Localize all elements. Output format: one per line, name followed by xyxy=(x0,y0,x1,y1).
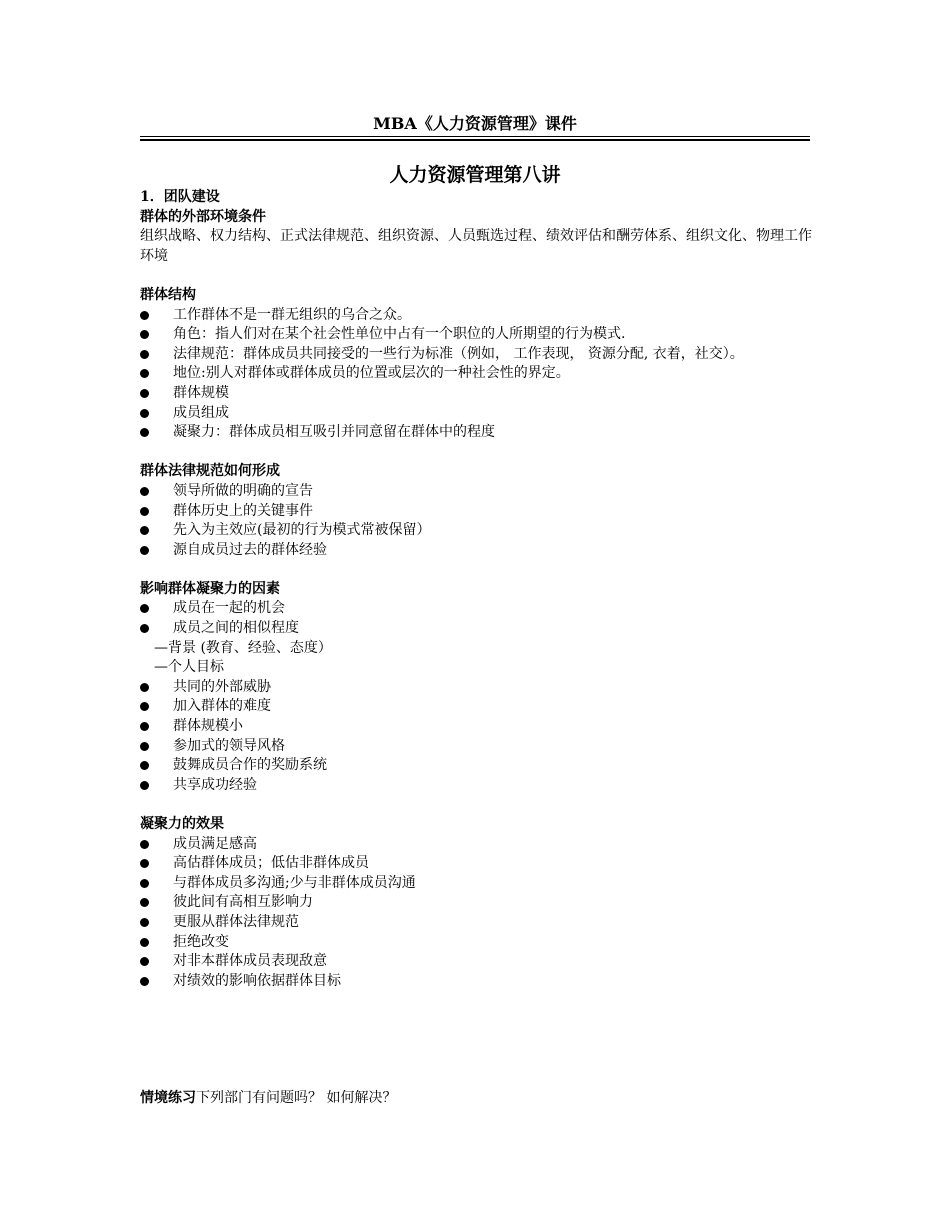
bullet-icon xyxy=(140,761,149,770)
bullet-item xyxy=(140,874,812,894)
bullet-text: 群体规模 xyxy=(173,384,229,401)
bullet-icon xyxy=(140,330,149,339)
document-body xyxy=(140,188,812,1109)
bullet-icon xyxy=(140,938,149,947)
bullet-item xyxy=(140,717,812,737)
exercise-line xyxy=(140,1089,812,1109)
bullet-item xyxy=(140,404,812,424)
factors-sub-item: —个人目标 xyxy=(154,659,224,676)
bullet-icon xyxy=(140,702,149,711)
bullet-item xyxy=(140,737,812,757)
bullet-item xyxy=(140,423,812,443)
bullet-item xyxy=(140,384,812,404)
bullet-icon xyxy=(140,840,149,849)
bullet-icon xyxy=(140,428,149,437)
bullet-item xyxy=(140,835,812,855)
bullet-icon xyxy=(140,369,149,378)
bullet-icon xyxy=(140,507,149,516)
bullet-icon xyxy=(140,389,149,398)
structure-heading: 群体结构 xyxy=(140,286,196,303)
bullet-icon xyxy=(140,487,149,496)
bullet-text: 成员在一起的机会 xyxy=(173,600,285,617)
header-rule-thick xyxy=(140,139,810,141)
bullet-item xyxy=(140,756,812,776)
bullet-item xyxy=(140,893,812,913)
effects-list xyxy=(140,835,812,992)
bullet-text: 成员满足感高 xyxy=(173,835,257,852)
bullet-icon xyxy=(140,722,149,731)
structure-list xyxy=(140,306,812,443)
page-title: 人力资源管理第八讲 xyxy=(389,164,561,186)
bullet-icon xyxy=(140,624,149,633)
bullet-item xyxy=(140,325,812,345)
bullet-text: 共享成功经验 xyxy=(173,776,257,793)
bullet-item xyxy=(140,678,812,698)
bullet-icon xyxy=(140,957,149,966)
bullet-item xyxy=(140,364,812,384)
factors-list-a xyxy=(140,599,812,638)
bullet-icon xyxy=(140,918,149,927)
bullet-text: 成员组成 xyxy=(173,404,229,421)
bullet-item xyxy=(140,541,812,561)
bullet-text: 鼓舞成员合作的奖励系统 xyxy=(173,757,327,774)
bullet-item xyxy=(140,306,812,326)
bullet-text: 更服从群体法律规范 xyxy=(173,913,299,930)
bullet-icon xyxy=(140,742,149,751)
bullet-item xyxy=(140,521,812,541)
bullet-text: 高估群体成员；低估非群体成员 xyxy=(173,855,369,872)
bullet-text: 法律规范：群体成员共同接受的一些行为标准（例如， 工作表现， 资源分配, 衣着，社交）。 xyxy=(173,345,744,362)
bullet-icon xyxy=(140,526,149,535)
bullet-icon xyxy=(140,604,149,613)
bullet-text: 加入群体的难度 xyxy=(173,698,271,715)
bullet-text: 群体规模小 xyxy=(173,718,243,735)
bullet-text: 源自成员过去的群体经验 xyxy=(173,541,327,558)
exercise-label: 情境练习 xyxy=(140,1089,196,1106)
bullet-text: 先入为主效应(最初的行为模式常被保留） xyxy=(173,522,431,539)
bullet-text: 工作群体不是一群无组织的乌合之众。 xyxy=(173,306,411,323)
factors-list-b xyxy=(140,678,812,796)
bullet-item xyxy=(140,952,812,972)
norms-heading: 群体法律规范如何形成 xyxy=(140,463,280,480)
bullet-icon xyxy=(140,311,149,320)
bullet-text: 拒绝改变 xyxy=(173,933,229,950)
norms-list xyxy=(140,482,812,560)
bullet-text: 与群体成员多沟通;少与非群体成员沟通 xyxy=(173,874,416,891)
bullet-item xyxy=(140,913,812,933)
env-heading: 群体的外部环境条件 xyxy=(140,208,266,225)
bullet-icon xyxy=(140,977,149,986)
bullet-icon xyxy=(140,683,149,692)
bullet-text: 凝聚力：群体成员相互吸引并同意留在群体中的程度 xyxy=(173,424,495,441)
bullet-text: 角色：指人们对在某个社会性单位中占有一个职位的人所期望的行为模式. xyxy=(173,326,626,343)
bullet-item xyxy=(140,972,812,992)
bullet-text: 彼此间有高相互影响力 xyxy=(173,894,313,911)
bullet-item xyxy=(140,502,812,522)
bullet-item xyxy=(140,482,812,502)
bullet-text: 群体历史上的关键事件 xyxy=(173,502,313,519)
bullet-icon xyxy=(140,781,149,790)
env-body: 组织战略、权力结构、正式法律规范、组织资源、人员甄选过程、绩效评估和酬劳体系、组织文化、物理工作环境 xyxy=(140,228,812,264)
bullet-text: 领导所做的明确的宣告 xyxy=(173,482,313,499)
bullet-text: 共同的外部威胁 xyxy=(173,678,271,695)
bullet-icon xyxy=(140,898,149,907)
factors-heading: 影响群体凝聚力的因素 xyxy=(140,580,280,597)
factors-sub-item: —背景 (教育、经验、态度） xyxy=(154,639,332,656)
bullet-item xyxy=(140,697,812,717)
bullet-item xyxy=(140,599,812,619)
exercise-text: 下列部门有问题吗？ 如何解决？ xyxy=(196,1089,397,1106)
bullet-icon xyxy=(140,546,149,555)
bullet-text: 参加式的领导风格 xyxy=(173,737,285,754)
bullet-icon xyxy=(140,409,149,418)
bullet-text: 对非本群体成员表现敌意 xyxy=(173,953,327,970)
header-rule-thin xyxy=(140,136,810,137)
bullet-item xyxy=(140,776,812,796)
page-header: MBA《人力资源管理》课件 xyxy=(373,114,577,133)
bullet-text: 对绩效的影响依据群体目标 xyxy=(173,972,341,989)
bullet-text: 地位:别人对群体或群体成员的位置或层次的一种社会性的界定。 xyxy=(173,365,570,382)
bullet-text: 成员之间的相似程度 xyxy=(173,620,299,637)
effects-heading: 凝聚力的效果 xyxy=(140,816,224,832)
bullet-item xyxy=(140,933,812,953)
bullet-item xyxy=(140,345,812,365)
bullet-item xyxy=(140,854,812,874)
bullet-icon xyxy=(140,350,149,359)
bullet-icon xyxy=(140,859,149,868)
bullet-item xyxy=(140,619,812,639)
section-heading: 1．团队建设 xyxy=(140,189,220,205)
bullet-icon xyxy=(140,879,149,888)
